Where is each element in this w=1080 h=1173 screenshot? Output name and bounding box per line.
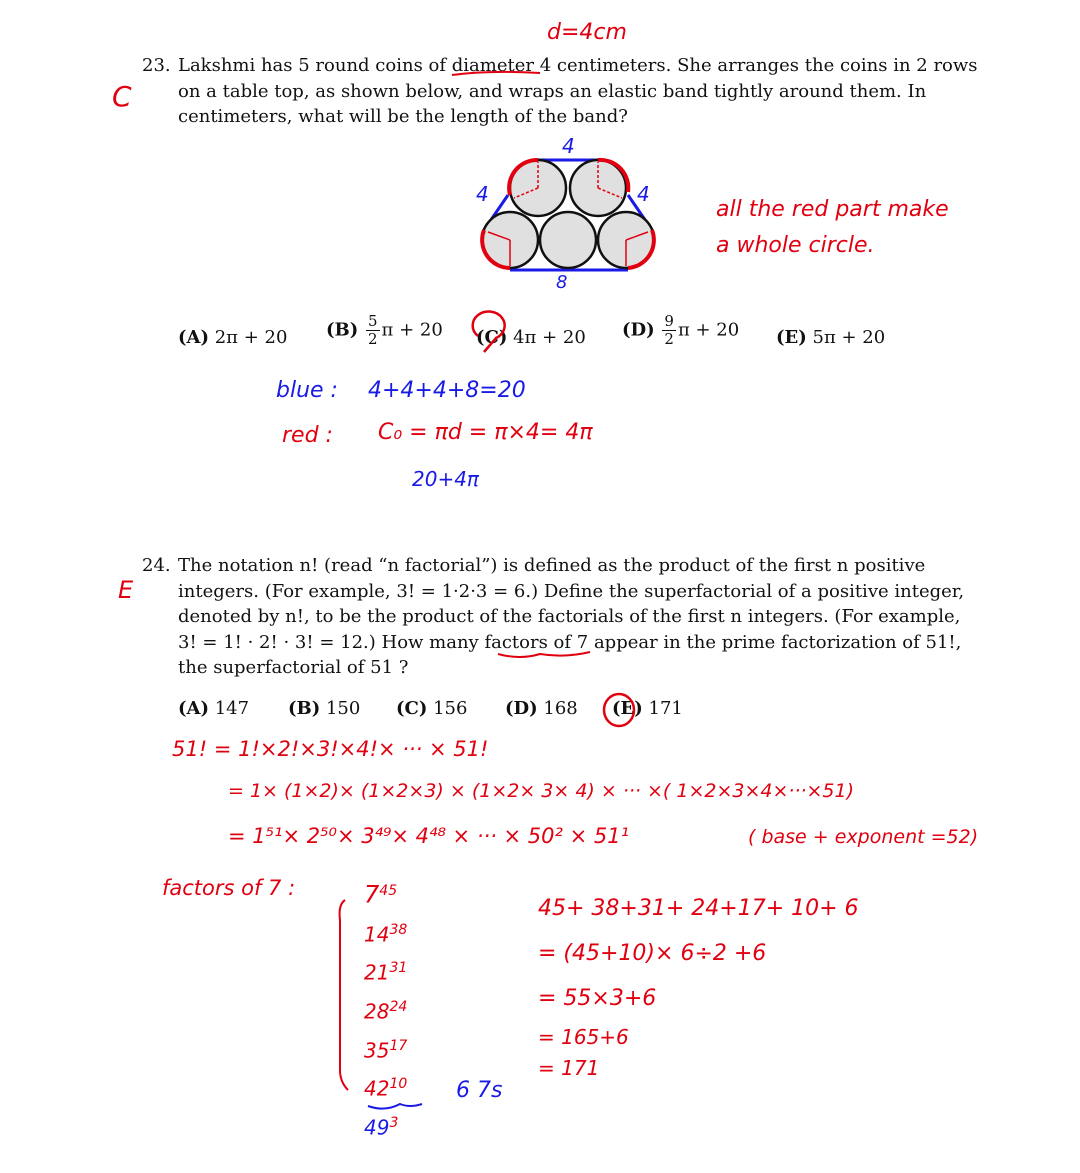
choice-letter: (C) <box>476 327 508 348</box>
diagram-label-left: 4 <box>476 182 489 206</box>
diagram-label-right: 4 <box>637 182 650 206</box>
factors-label: factors of 7 : <box>162 876 296 900</box>
diameter-note: d=4cm <box>547 20 627 45</box>
work-line-1: 51! = 1!×2!×3!×4!× ··· × 51! <box>172 737 489 761</box>
list-exp: 10 <box>389 1076 408 1093</box>
q23-line-2: on a table top, as shown below, and wraps an elastic band tightly around them. In <box>178 80 927 102</box>
choice-text: 5π + 20 <box>812 327 886 348</box>
choice-text: 4π + 20 <box>513 327 586 348</box>
q24-line-1: The notation n! (read “n factorial”) is defined as the product of the first n positive <box>178 555 926 576</box>
choice-text: 2π + 20 <box>214 327 288 348</box>
sum-line-4: = 165+6 <box>538 1025 629 1049</box>
blue-calc: 4+4+4+8=20 <box>368 378 526 403</box>
diagram-label-bottom: 8 <box>556 272 568 293</box>
q24-line-5: the superfactorial of 51 ? <box>178 657 409 678</box>
red-calc: C₀ = πd = π×4= 4π <box>378 420 593 445</box>
q24-number: 24. <box>142 555 171 576</box>
frac-num: 5 <box>367 312 378 330</box>
base-exponent-note: ( base + exponent =52) <box>748 826 979 848</box>
choice-text: π + 20 <box>381 319 443 341</box>
list-item <box>364 1106 407 1145</box>
list-item <box>364 1029 407 1068</box>
work-line-2: = 1× (1×2)× (1×2×3) × (1×2× 3× 4) × ··· ×( 1×2×3×4×···×51) <box>228 780 855 802</box>
list-base: 42 <box>364 1076 390 1101</box>
list-exp: 3 <box>389 1114 399 1131</box>
choice-letter: (B) <box>288 698 321 719</box>
choice-text: 171 <box>648 698 683 719</box>
list-item <box>364 874 407 913</box>
list-item <box>364 1067 407 1106</box>
q24-line-3: denoted by n!, to be the product of the factorials of the first n integers. (For example, <box>178 606 961 627</box>
list-item <box>364 990 407 1029</box>
list-base: 14 <box>364 922 390 947</box>
list-exp: 31 <box>389 960 408 977</box>
sum-line-2: = (45+10)× 6÷2 +6 <box>538 941 767 966</box>
list-base: 49 <box>364 1115 390 1140</box>
list-base: 7 <box>364 880 380 909</box>
red-part-note-line-2: a whole circle. <box>716 233 875 258</box>
list-exp: 38 <box>389 921 408 938</box>
choice-text: 168 <box>543 698 578 719</box>
list-exp: 17 <box>389 1037 408 1054</box>
sum-work <box>538 886 859 1083</box>
list-exp: 24 <box>389 998 408 1015</box>
frac-den: 2 <box>664 330 674 348</box>
choice-text: 150 <box>325 698 361 719</box>
sum-line-3: = 55×3+6 <box>538 986 657 1011</box>
q23-number: 23. <box>142 55 171 76</box>
frac-den: 2 <box>367 330 378 348</box>
list-base: 21 <box>364 960 390 985</box>
blue-label: blue : <box>276 378 338 403</box>
choice-letter: (E) <box>776 327 807 348</box>
choice-text: 147 <box>214 698 250 719</box>
list-base: 28 <box>364 999 390 1024</box>
sum-line-5: = 171 <box>538 1056 600 1080</box>
choice-letter: (A) <box>178 698 209 719</box>
diagram-label-top: 4 <box>562 134 575 158</box>
choice-text: π + 20 <box>677 319 740 341</box>
q23-line-3: centimeters, what will be the length of the band? <box>178 106 628 127</box>
frac-num: 9 <box>664 312 674 330</box>
q24-answer-letter: E <box>118 576 134 604</box>
choice-letter: (B) <box>326 319 359 341</box>
work-line-3: = 1⁵¹× 2⁵⁰× 3⁴⁹× 4⁴⁸ × ··· × 50² × 51¹ <box>228 824 630 848</box>
q23-line-1: Lakshmi has 5 round coins of diameter 4 centimeters. She arranges the coins in 2 rows <box>178 55 978 76</box>
list-item <box>364 951 407 990</box>
sum-line-1: 45+ 38+31+ 24+17+ 10+ 6 <box>538 896 859 921</box>
choice-letter: (C) <box>396 698 428 719</box>
list-exp: 45 <box>379 883 398 899</box>
q24-line-4: 3! = 1! · 2! · 3! = 12.) How many factors of 7 appear in the prime factorization of 51!, <box>178 631 962 653</box>
q23-answer-letter: C <box>112 80 132 113</box>
choice-letter: (D) <box>622 319 655 341</box>
choice-letter: (A) <box>178 327 209 348</box>
total: 20+4π <box>412 467 479 491</box>
red-label: red : <box>282 423 333 448</box>
list-base: 35 <box>364 1038 390 1063</box>
sevens-note: 6 7s <box>456 1078 503 1103</box>
choice-letter: (E) <box>612 698 643 719</box>
red-part-note-line-1: all the red part make <box>716 197 949 222</box>
list-item <box>364 913 407 952</box>
choice-letter: (D) <box>505 698 538 719</box>
choice-text: 156 <box>433 698 468 719</box>
factor-list <box>364 874 407 1145</box>
q24-line-2: integers. (For example, 3! = 1·2·3 = 6.) Define the superfactorial of a positive integer, <box>178 580 965 602</box>
